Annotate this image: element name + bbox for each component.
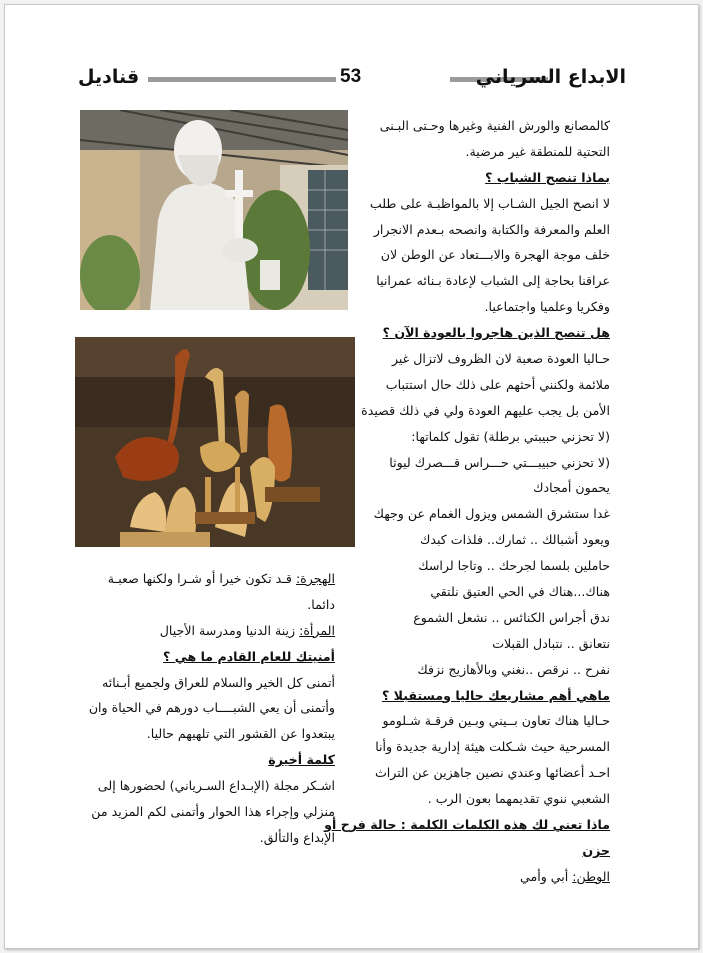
text-line: الأمن بل يجب عليهم العودة ولي في ذلك قصيدة <box>361 402 610 418</box>
header-bar-left <box>148 77 336 82</box>
keyword-label: الهجرة: <box>295 571 335 586</box>
text-line: اشـكر مجلة (الإبـداع السـرياني) لحضورها إلى <box>97 778 335 794</box>
left-column <box>85 566 335 851</box>
question-heading: حزن <box>582 842 610 858</box>
text-line: ندق أجراس الكنائس .. نشعل الشموع <box>413 609 610 625</box>
text-line: حـاليا هناك تعاون بــيني وبـين فرقـة شـلومو <box>382 713 610 729</box>
text-line: عراقنا بحاجة إلى الشباب لإعادة بـنائه عمرانيا <box>376 273 610 289</box>
text-line: (لا تحزني حبيبـــتي حـــراس قـــصرك ليوثا <box>389 454 610 470</box>
text-line: حـاليا العودة صعبة لان الظروف لاتزال غير <box>391 351 610 367</box>
text-line: منزلي وإجراء هذا الحوار وأتمنى لكم المزيد من <box>91 804 335 820</box>
page-header <box>78 68 626 92</box>
text-line: وأتمنى أن يعي الشبــــاب دورهم في الحياة وان <box>88 700 335 716</box>
question-heading: كلمة أخيرة <box>268 752 335 768</box>
wooden-birds-photo <box>75 337 355 547</box>
text-line: أتمنى كل الخير والسلام للعراق ولجميع أبـنائه <box>101 674 335 690</box>
text-line: هناك...هناك في الحي العتيق نلتقي <box>430 584 610 600</box>
right-column <box>324 113 610 890</box>
text-line: الشعبي ننوي تقديمهما بعون الرب . <box>427 791 610 807</box>
text-line: خلف موجة الهجرة والابـــتعاد عن الوطن لان <box>380 247 610 263</box>
text-line: لا انصح الجيل الشـاب إلا بالمواظبـة على طلب <box>369 195 610 211</box>
section-title: قناديل <box>78 66 140 88</box>
keyword-definition: زينة الدنيا ومدرسة الأجيال <box>159 622 300 638</box>
keyword-label: المرأة: <box>299 622 335 638</box>
text-line: احـد أعضائها وعندي نصين جاهزين عن التراث <box>374 765 610 781</box>
keyword-definition: أبي وأمي <box>519 868 573 884</box>
text-line <box>85 566 335 592</box>
text-line: المسرحية حيث شـكلت هيئة إدارية جديدة وأنا <box>375 739 610 755</box>
question-heading: أمنيتك للعام القادم ما هي ؟ <box>163 648 335 664</box>
text-line: وفكريا وعلميا واجتماعيا. <box>484 299 610 315</box>
text-line: ملائمة ولكنني أحثهم على ذلك حال استتباب <box>385 376 610 392</box>
text-line: ويعود أشبالك .. ثمارك.. فلذات كبدك <box>420 532 610 548</box>
text-line: التحتية للمنطقة غير مرضية. <box>465 143 610 159</box>
page-number: 53 <box>340 66 362 87</box>
question-heading: هل تنصح الذين هاجروا بالعودة الآن ؟ <box>382 325 610 341</box>
text-line: (لا تحزني حبيبتي برطلة) تقول كلماتها: <box>411 428 610 444</box>
text-line: حاملين بلسما لجرحك .. وتاجا لراسك <box>418 558 610 574</box>
text-line: العلم والمعرفة والكتابة وانصحه بـعدم الانجرار <box>373 221 610 237</box>
text-line: كالمصانع والورش الفنية وغيرها وحـتى البـنى <box>379 118 610 133</box>
question-heading: ماهي أهم مشاريعك حاليا ومستقبلا ؟ <box>381 687 610 703</box>
text-line: دائما. <box>307 596 335 612</box>
question-heading: بماذا تنصح الشباب ؟ <box>485 169 610 185</box>
text-line: نتعانق .. نتبادل القبلات <box>492 635 610 651</box>
question-heading: ماذا تعني لك هذه الكلمات الكلمة : حالة فرح أو <box>324 817 610 833</box>
statue-photo <box>80 110 348 310</box>
text-line <box>340 864 610 890</box>
keyword-label: الوطن: <box>572 868 610 884</box>
text-line: نفرح .. نرقص ..نغني وبالأهازيج نزفك <box>417 661 610 677</box>
text-line: غدا ستشرق الشمس ويزول الغمام عن وجهك <box>373 506 610 522</box>
text-line <box>85 618 335 644</box>
magazine-title: الابداع السرياني <box>475 66 626 88</box>
text-line: الإبداع والتألق. <box>259 829 335 845</box>
text-line: يبتعدوا عن القشور التي تلهيهم حاليا. <box>146 726 335 742</box>
text-line: يحمون أمجادك <box>533 480 610 496</box>
keyword-definition: قـد تكون خيرا أو شـرا ولكنها صعبـة <box>107 571 296 586</box>
